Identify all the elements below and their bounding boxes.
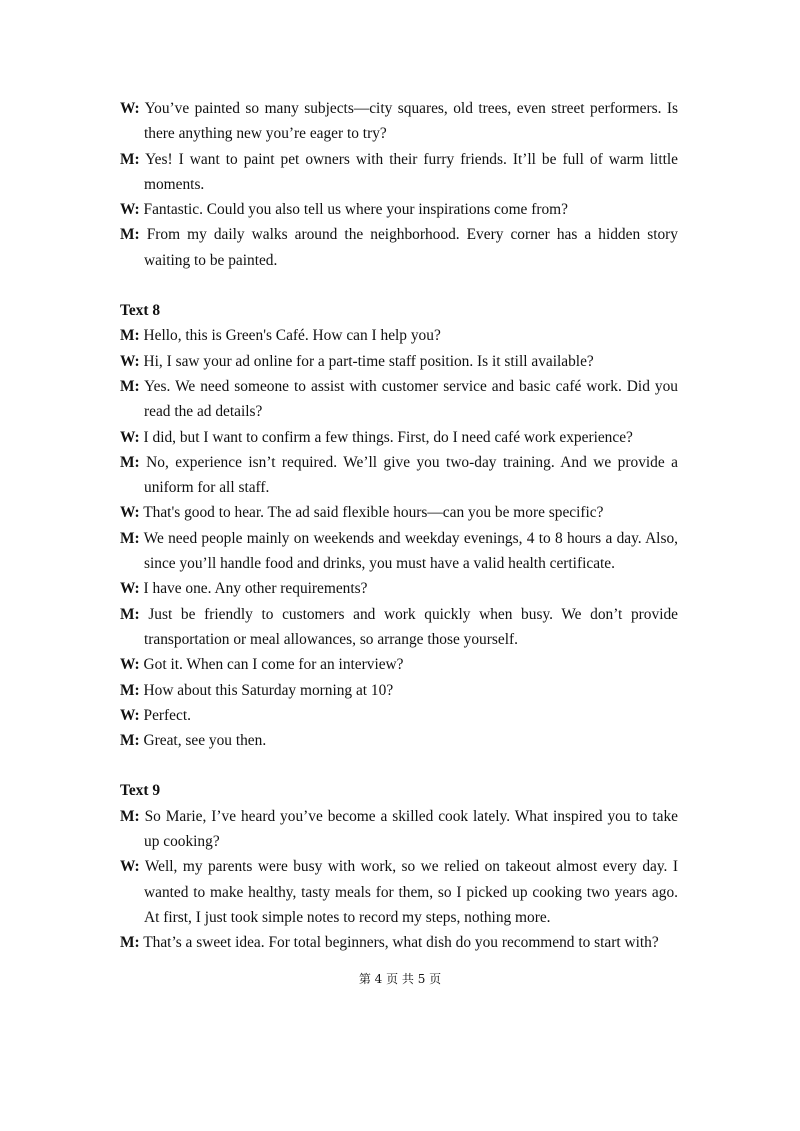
dialogue-line (120, 576, 678, 601)
speaker-label: M: (120, 327, 140, 345)
dialogue-text: How about this Saturday morning at 10? (143, 681, 394, 699)
dialogue-text: From my daily walks around the neighborhood. Every corner has a hidden story waiting to be painted. (144, 226, 678, 269)
dialogue-line (120, 526, 678, 577)
dialogue-line (120, 804, 678, 855)
section-heading-text8: Text 8 (120, 302, 161, 320)
dialogue-line (120, 450, 678, 501)
dialogue-text: Got it. When can I come for an interview? (143, 656, 404, 674)
dialogue-text: Perfect. (143, 706, 191, 724)
dialogue-section-text8 (120, 323, 678, 753)
dialogue-line (120, 500, 678, 525)
dialogue-line (120, 854, 678, 930)
speaker-label: M: (120, 605, 140, 623)
document-page (120, 96, 678, 956)
speaker-label: M: (120, 226, 140, 244)
dialogue-line (120, 703, 678, 728)
dialogue-line (120, 147, 678, 198)
speaker-label: W: (120, 656, 140, 674)
dialogue-line (120, 197, 678, 222)
speaker-label: W: (120, 201, 140, 219)
speaker-label: M: (120, 807, 140, 825)
dialogue-line (120, 374, 678, 425)
dialogue-line (120, 222, 678, 273)
dialogue-line (120, 323, 678, 348)
dialogue-text: You’ve painted so many subjects—city squares, old trees, even street performers. Is there anything new you’re eager to try? (144, 100, 678, 143)
speaker-label: M: (120, 453, 140, 471)
speaker-label: M: (120, 934, 140, 952)
dialogue-section-top (120, 96, 678, 273)
speaker-label: W: (120, 706, 140, 724)
dialogue-text: Just be friendly to customers and work quickly when busy. We don’t provide transportation or meal allowances, so arrange those yourself. (144, 605, 678, 648)
dialogue-text: Well, my parents were busy with work, so we relied on takeout almost every day. I wanted to make healthy, tasty meals for them, so I picked up cooking two years ago. At first, I just took simple notes to record my steps, nothing more. (144, 858, 678, 926)
dialogue-text: Hello, this is Green's Café. How can I help you? (143, 327, 441, 345)
spacer (120, 753, 678, 778)
speaker-label: W: (120, 428, 140, 446)
dialogue-text: That’s a sweet idea. For total beginners, what dish do you recommend to start with? (143, 934, 659, 952)
dialogue-text: I did, but I want to confirm a few things. First, do I need café work experience? (143, 428, 633, 446)
dialogue-line (120, 678, 678, 703)
speaker-label: W: (120, 352, 140, 370)
dialogue-line (120, 602, 678, 653)
section-heading-text9: Text 9 (120, 782, 161, 800)
speaker-label: M: (120, 732, 140, 750)
dialogue-line (120, 930, 678, 955)
dialogue-text: Yes! I want to paint pet owners with their furry friends. It’ll be full of warm little moments. (144, 150, 678, 193)
speaker-label: M: (120, 529, 140, 547)
dialogue-line (120, 652, 678, 677)
dialogue-text: Yes. We need someone to assist with customer service and basic café work. Did you read the ad details? (144, 377, 678, 421)
dialogue-line (120, 425, 678, 450)
dialogue-text: Great, see you then. (143, 732, 267, 750)
dialogue-text: I have one. Any other requirements? (143, 580, 368, 598)
spacer (120, 273, 678, 298)
dialogue-line (120, 728, 678, 753)
speaker-label: W: (120, 580, 140, 598)
dialogue-line (120, 349, 678, 374)
page-footer: 第 4 页 共 5 页 (358, 972, 442, 986)
dialogue-text: Fantastic. Could you also tell us where your inspirations come from? (143, 201, 568, 219)
dialogue-text: So Marie, I’ve heard you’ve become a skilled cook lately. What inspired you to take up cooking? (144, 807, 678, 851)
speaker-label: W: (120, 504, 140, 522)
speaker-label: W: (120, 858, 140, 876)
dialogue-text: No, experience isn’t required. We’ll give you two-day training. And we provide a uniform for all staff. (144, 453, 678, 497)
dialogue-section-text9 (120, 804, 678, 956)
dialogue-line (120, 96, 678, 147)
dialogue-text: Hi, I saw your ad online for a part-time staff position. Is it still available? (143, 352, 594, 370)
dialogue-text: We need people mainly on weekends and weekday evenings, 4 to 8 hours a day. Also, since you’ll handle food and drinks, you must have a valid health certificate. (143, 529, 678, 573)
speaker-label: M: (120, 681, 140, 699)
speaker-label: W: (120, 100, 140, 117)
speaker-label: M: (120, 377, 140, 395)
speaker-label: M: (120, 150, 140, 168)
dialogue-text: That's good to hear. The ad said flexible hours—can you be more specific? (143, 504, 604, 522)
